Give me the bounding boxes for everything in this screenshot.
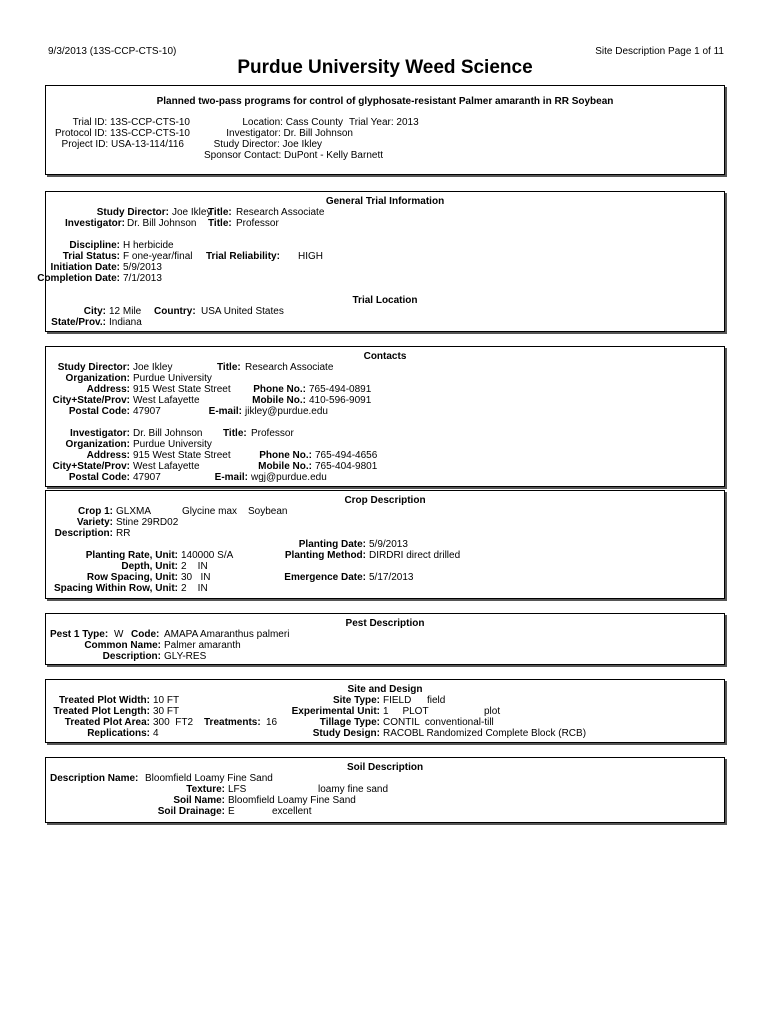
completion-date: 7/1/2013 — [123, 273, 162, 284]
row-spacing-label: Row Spacing, Unit: — [86, 572, 178, 583]
page-label: Site Description Page 1 of 11 — [595, 46, 724, 57]
pest-common: Palmer amaranth — [164, 640, 241, 651]
plot-area-label: Treated Plot Area: — [64, 717, 150, 728]
c2-title-label: Title: — [223, 428, 247, 439]
trial-location-title: Trial Location — [352, 295, 418, 306]
c1-city-label: City+State/Prov: — [52, 395, 130, 406]
soil-name: Bloomfield Loamy Fine Sand — [228, 795, 356, 806]
c1-name: Joe Ikley — [133, 362, 173, 373]
plot-length-label: Treated Plot Length: — [53, 706, 150, 717]
c1-address: 915 West State Street — [133, 384, 231, 395]
soil-title: Soil Description — [346, 762, 424, 773]
spacing-within-row-label: Spacing Within Row, Unit: — [54, 583, 178, 594]
header-date-id: 9/3/2013 (13S-CCP-CTS-10) — [48, 46, 177, 57]
soil-drainage-label: Soil Drainage: — [157, 806, 225, 817]
c1-title: Research Associate — [245, 362, 334, 373]
crop-desc-label: Description: — [54, 528, 113, 539]
trial-reliability-label: Trial Reliability: — [206, 251, 280, 262]
c2-address: 915 West State Street — [133, 450, 231, 461]
initiation-date-label: Initiation Date: — [50, 262, 120, 273]
trial-id: Trial ID: 13S-CCP-CTS-10 — [72, 117, 190, 128]
contacts-title: Contacts — [363, 351, 407, 362]
crop-latin: Glycine max — [182, 506, 238, 517]
pest-type-label: Pest 1 Type: — [50, 629, 109, 640]
variety-label: Variety: — [76, 517, 113, 528]
c1-postal: 47907 — [133, 406, 161, 417]
c2-org: Purdue University — [133, 439, 212, 450]
pest-desc-label: Description: — [102, 651, 161, 662]
c1-org: Purdue University — [133, 373, 212, 384]
summary-study-director: Study Director: Joe Ikley — [213, 139, 322, 150]
c2-mobile-label: Mobile No.: — [258, 461, 312, 472]
country: USA United States — [201, 306, 284, 317]
emergence-date: 5/17/2013 — [369, 572, 414, 583]
crop-code: GLXMA — [116, 506, 152, 517]
c1-email-label: E-mail: — [208, 406, 242, 417]
texture: LFS — [228, 784, 247, 795]
project-id: Project ID: USA-13-114/116 — [61, 139, 184, 150]
tillage-label: Tillage Type: — [319, 717, 380, 728]
pest-common-label: Common Name: — [84, 640, 161, 651]
planting-rate-label: Planting Rate, Unit: — [85, 550, 178, 561]
country-label: Country: — [154, 306, 196, 317]
location: Location: Cass County — [242, 117, 343, 128]
replications: 4 — [153, 728, 159, 739]
c2-postal: 47907 — [133, 472, 161, 483]
general-study-director-label: Study Director: — [96, 207, 169, 218]
tillage: CONTIL conventional-till — [383, 717, 494, 728]
state-label: State/Prov.: — [51, 317, 106, 328]
plot-width-label: Treated Plot Width: — [58, 695, 150, 706]
city-label: City: — [83, 306, 106, 317]
c1-address-label: Address: — [86, 384, 130, 395]
page-title: Purdue University Weed Science — [237, 57, 533, 78]
general-investigator-label: Investigator: — [64, 218, 125, 229]
general-title2-label: Title: — [208, 218, 232, 229]
c1-title-label: Title: — [217, 362, 241, 373]
soil-desc-name-label: Description Name: — [50, 773, 139, 784]
c1-email[interactable]: jikley@purdue.edu — [245, 406, 328, 417]
soil-drainage: E — [228, 806, 235, 817]
planting-date-label: Planting Date: — [298, 539, 366, 550]
general-info-title: General Trial Information — [325, 196, 445, 207]
crop-title: Crop Description — [344, 495, 426, 506]
exp-unit-desc: plot — [484, 706, 501, 717]
general-study-director: Joe Ikley — [172, 207, 212, 218]
planting-rate: 140000 S/A — [181, 550, 234, 561]
discipline: H herbicide — [123, 240, 174, 251]
study-design-label: Study Design: — [312, 728, 380, 739]
planting-date: 5/9/2013 — [369, 539, 408, 550]
site-title: Site and Design — [347, 684, 423, 695]
exp-unit: 1 PLOT — [383, 706, 429, 717]
city: 12 Mile — [109, 306, 142, 317]
c2-title: Professor — [251, 428, 294, 439]
plot-length: 30 FT — [153, 706, 180, 717]
c2-name: Dr. Bill Johnson — [133, 428, 203, 439]
pest-type: W — [114, 629, 124, 640]
c2-phone-label: Phone No.: — [259, 450, 312, 461]
c2-postal-label: Postal Code: — [68, 472, 130, 483]
c2-mobile: 765-404-9801 — [315, 461, 378, 472]
site-type-desc: field — [427, 695, 446, 706]
exp-unit-label: Experimental Unit: — [291, 706, 380, 717]
general-title1-label: Title: — [208, 207, 232, 218]
c2-role-label: Investigator: — [69, 428, 130, 439]
planting-method-label: Planting Method: — [284, 550, 366, 561]
c1-mobile: 410-596-9091 — [309, 395, 372, 406]
general-investigator: Dr. Bill Johnson — [127, 218, 197, 229]
spacing-within-row: 2 IN — [181, 583, 208, 594]
c1-phone-label: Phone No.: — [253, 384, 306, 395]
trial-year: Trial Year: 2013 — [349, 117, 419, 128]
texture-label: Texture: — [186, 784, 225, 795]
state: Indiana — [109, 317, 142, 328]
c2-city-label: City+State/Prov: — [52, 461, 130, 472]
site-type: FIELD — [383, 695, 412, 706]
protocol-id: Protocol ID: 13S-CCP-CTS-10 — [54, 128, 190, 139]
variety: Stine 29RD02 — [116, 517, 179, 528]
c1-mobile-label: Mobile No.: — [252, 395, 306, 406]
discipline-label: Discipline: — [69, 240, 120, 251]
c1-phone: 765-494-0891 — [309, 384, 372, 395]
depth-label: Depth, Unit: — [121, 561, 178, 572]
c2-email-label: E-mail: — [214, 472, 248, 483]
row-spacing: 30 IN — [181, 572, 211, 583]
c1-city: West Lafayette — [133, 395, 200, 406]
emergence-date-label: Emergence Date: — [284, 572, 366, 583]
general-title1: Research Associate — [236, 207, 325, 218]
pest-title: Pest Description — [345, 618, 425, 629]
sponsor-contact: Sponsor Contact: DuPont - Kelly Barnett — [204, 150, 383, 161]
c2-address-label: Address: — [86, 450, 130, 461]
completion-date-label: Completion Date: — [37, 273, 120, 284]
c1-postal-label: Postal Code: — [68, 406, 130, 417]
crop-label: Crop 1: — [78, 506, 113, 517]
c2-email[interactable]: wgj@purdue.edu — [251, 472, 327, 483]
c2-phone: 765-494-4656 — [315, 450, 378, 461]
site-type-label: Site Type: — [332, 695, 380, 706]
summary-investigator: Investigator: Dr. Bill Johnson — [226, 128, 353, 139]
treatments-label: Treatments: — [204, 717, 261, 728]
crop-desc: RR — [116, 528, 131, 539]
c2-org-label: Organization: — [65, 439, 130, 450]
general-title2: Professor — [236, 218, 279, 229]
depth: 2 IN — [181, 561, 208, 572]
trial-status-label: Trial Status: — [62, 251, 120, 262]
texture-desc: loamy fine sand — [318, 784, 389, 795]
trial-status: F one-year/final — [123, 251, 193, 262]
pest-desc: GLY-RES — [164, 651, 207, 662]
summary-heading: Planned two-pass programs for control of glyphosate-resistant Palmer amaranth in RR Soybean — [156, 96, 614, 107]
replications-label: Replications: — [87, 728, 150, 739]
soil-drainage-desc: excellent — [272, 806, 312, 817]
c1-org-label: Organization: — [65, 373, 130, 384]
soil-desc-name: Bloomfield Loamy Fine Sand — [145, 773, 273, 784]
soil-name-label: Soil Name: — [173, 795, 225, 806]
trial-reliability: HIGH — [298, 251, 323, 262]
initiation-date: 5/9/2013 — [123, 262, 162, 273]
crop-common: Soybean — [248, 506, 288, 517]
plot-width: 10 FT — [153, 695, 180, 706]
study-design: RACOBL Randomized Complete Block (RCB) — [383, 728, 587, 739]
c2-city: West Lafayette — [133, 461, 200, 472]
planting-method: DIRDRI direct drilled — [369, 550, 461, 561]
treatments: 16 — [266, 717, 278, 728]
pest-code-label: Code: — [131, 629, 160, 640]
c1-role-label: Study Director: — [57, 362, 130, 373]
plot-area: 300 FT2 — [153, 717, 194, 728]
pest-code: AMAPA Amaranthus palmeri — [164, 629, 290, 640]
